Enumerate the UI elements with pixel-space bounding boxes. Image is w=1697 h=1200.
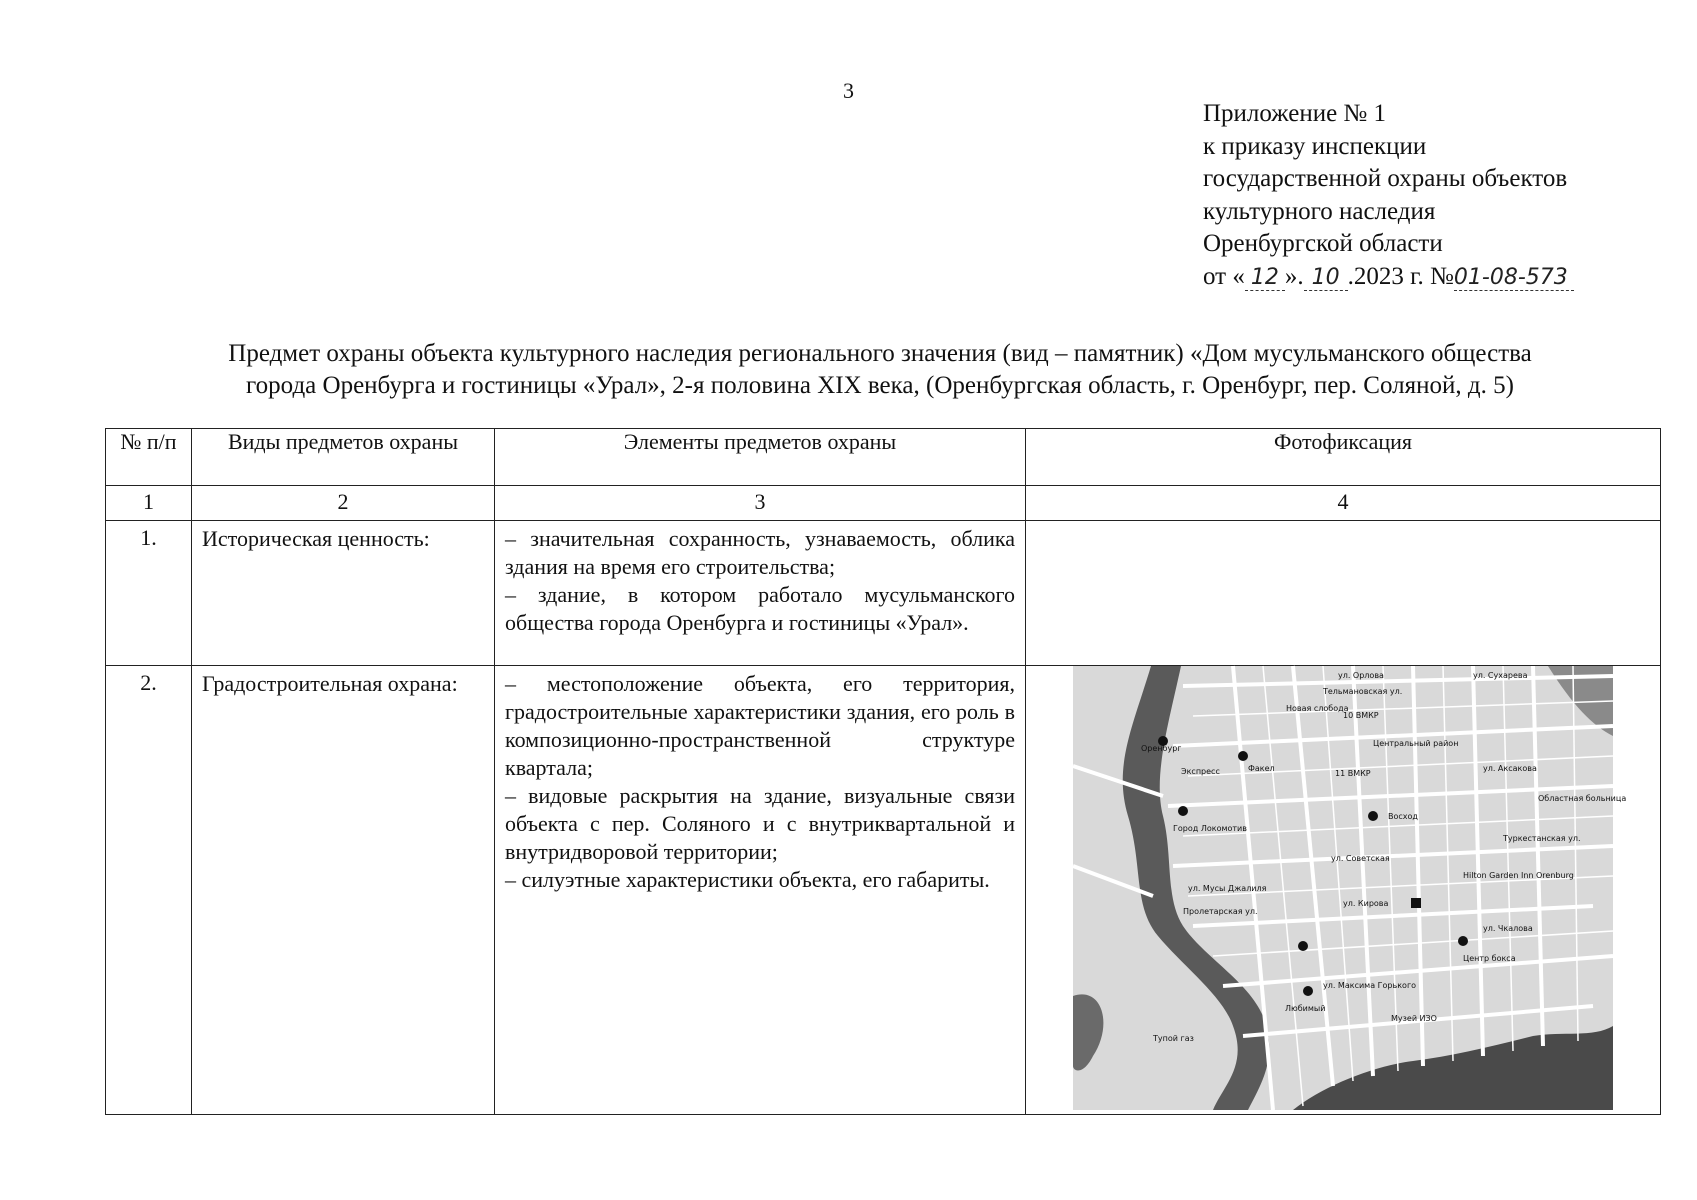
page-number: 3 <box>843 78 854 103</box>
document-title <box>100 338 1660 402</box>
element-item: – местоположение объекта, его территория, градостроительные характеристики здания, его роль в композиционно-пространственной структуре квартала; <box>505 671 1015 780</box>
protection-table <box>105 428 1661 1115</box>
column-number: 2 <box>192 486 495 521</box>
map-label: Факел <box>1248 764 1275 773</box>
element-item: – видовые раскрытия на здание, визуальные связи объекта с пер. Соляного и с внутриквартальной и внутридворовой территории; <box>505 783 1015 864</box>
map-label: Тельмановская ул. <box>1323 687 1403 696</box>
map-label: Туркестанская ул. <box>1503 834 1581 843</box>
map-label: ул. Сухарева <box>1473 671 1528 680</box>
map-label: Оренбург <box>1141 744 1182 753</box>
element-item: – значительная сохранность, узнаваемость, облика здания на время его строительства; <box>505 526 1015 579</box>
map-label: Центр бокса <box>1463 954 1516 963</box>
map-label: ул. Кирова <box>1343 899 1389 908</box>
map-label: ул. Мусы Джалиля <box>1188 884 1267 893</box>
element-item: – силуэтные характеристики объекта, его габариты. <box>505 867 990 892</box>
order-date-line <box>1203 261 1574 294</box>
map-label: Город Локомотив <box>1173 824 1247 833</box>
map-label: Восход <box>1388 812 1418 821</box>
map-label: Музей ИЗО <box>1391 1014 1437 1023</box>
row-number: 1. <box>106 521 192 666</box>
table-row <box>106 521 1661 666</box>
date-mid: ». <box>1284 262 1304 290</box>
row-number: 2. <box>106 666 192 1115</box>
appendix-line: Оренбургской области <box>1203 230 1443 257</box>
table-header-row <box>106 429 1661 486</box>
date-year: .2023 г. № <box>1347 262 1454 290</box>
row-photo-map <box>1026 666 1661 1115</box>
appendix-line: государственной охраны объектов <box>1203 165 1568 192</box>
table-row <box>106 666 1661 1115</box>
map-label: Областная больница <box>1538 794 1627 803</box>
column-number: 4 <box>1026 486 1661 521</box>
header-kind: Виды предметов охраны <box>192 429 495 486</box>
map-label: Hilton Garden Inn Orenburg <box>1463 871 1574 880</box>
date-prefix: от « <box>1203 262 1245 290</box>
map-label: ул. Аксакова <box>1483 764 1537 773</box>
map-label: 10 ВМКР <box>1343 711 1379 720</box>
appendix-line: к приказу инспекции <box>1203 132 1427 160</box>
map-label: ул. Советская <box>1331 854 1390 863</box>
map-label: ул. Орлова <box>1338 671 1384 680</box>
title-line-1: Предмет охраны объекта культурного наследия регионального значения (вид – памятник) «Дом мусульманского общества <box>228 340 1532 367</box>
handwritten-month: 10 <box>1304 266 1348 291</box>
appendix-line: Приложение № 1 <box>1203 100 1387 127</box>
map-label: 11 ВМКР <box>1335 769 1371 778</box>
title-line-2: города Оренбурга и гостиницы «Урал», 2-я половина XIX века, (Оренбургская область, г. Оренбург, пер. Соляной, д. 5) <box>246 372 1514 399</box>
row-elements <box>495 521 1026 666</box>
map-label: Центральный район <box>1373 739 1459 748</box>
column-number: 1 <box>106 486 192 521</box>
map-label: Экспресс <box>1181 767 1220 776</box>
header-elements: Элементы предметов охраны <box>495 429 1026 486</box>
element-item: – здание, в котором работало мусульманского общества города Оренбурга и гостиницы «Урал». <box>505 582 1015 635</box>
row-photo-empty <box>1026 521 1661 666</box>
column-number: 3 <box>495 486 1026 521</box>
city-map <box>1073 666 1627 1110</box>
map-label: Тупой газ <box>1153 1034 1194 1043</box>
column-number-row <box>106 486 1661 521</box>
header-photo: Фотофиксация <box>1026 429 1661 486</box>
map-label: ул. Чкалова <box>1483 924 1533 933</box>
map-label: ул. Максима Горького <box>1323 981 1417 990</box>
map-label: Новая слобода <box>1286 704 1349 713</box>
handwritten-order-number: 01-08-573 <box>1454 266 1574 291</box>
appendix-line: культурного наследия <box>1203 197 1436 225</box>
row-kind: Историческая ценность: <box>192 521 495 666</box>
map-label: Пролетарская ул. <box>1183 907 1258 916</box>
row-elements <box>495 666 1026 1115</box>
map-label: Любимый <box>1285 1004 1326 1013</box>
header-num: № п/п <box>106 429 192 486</box>
row-kind: Градостроительная охрана: <box>192 666 495 1115</box>
handwritten-day: 12 <box>1245 266 1285 291</box>
appendix-block <box>1203 98 1574 293</box>
